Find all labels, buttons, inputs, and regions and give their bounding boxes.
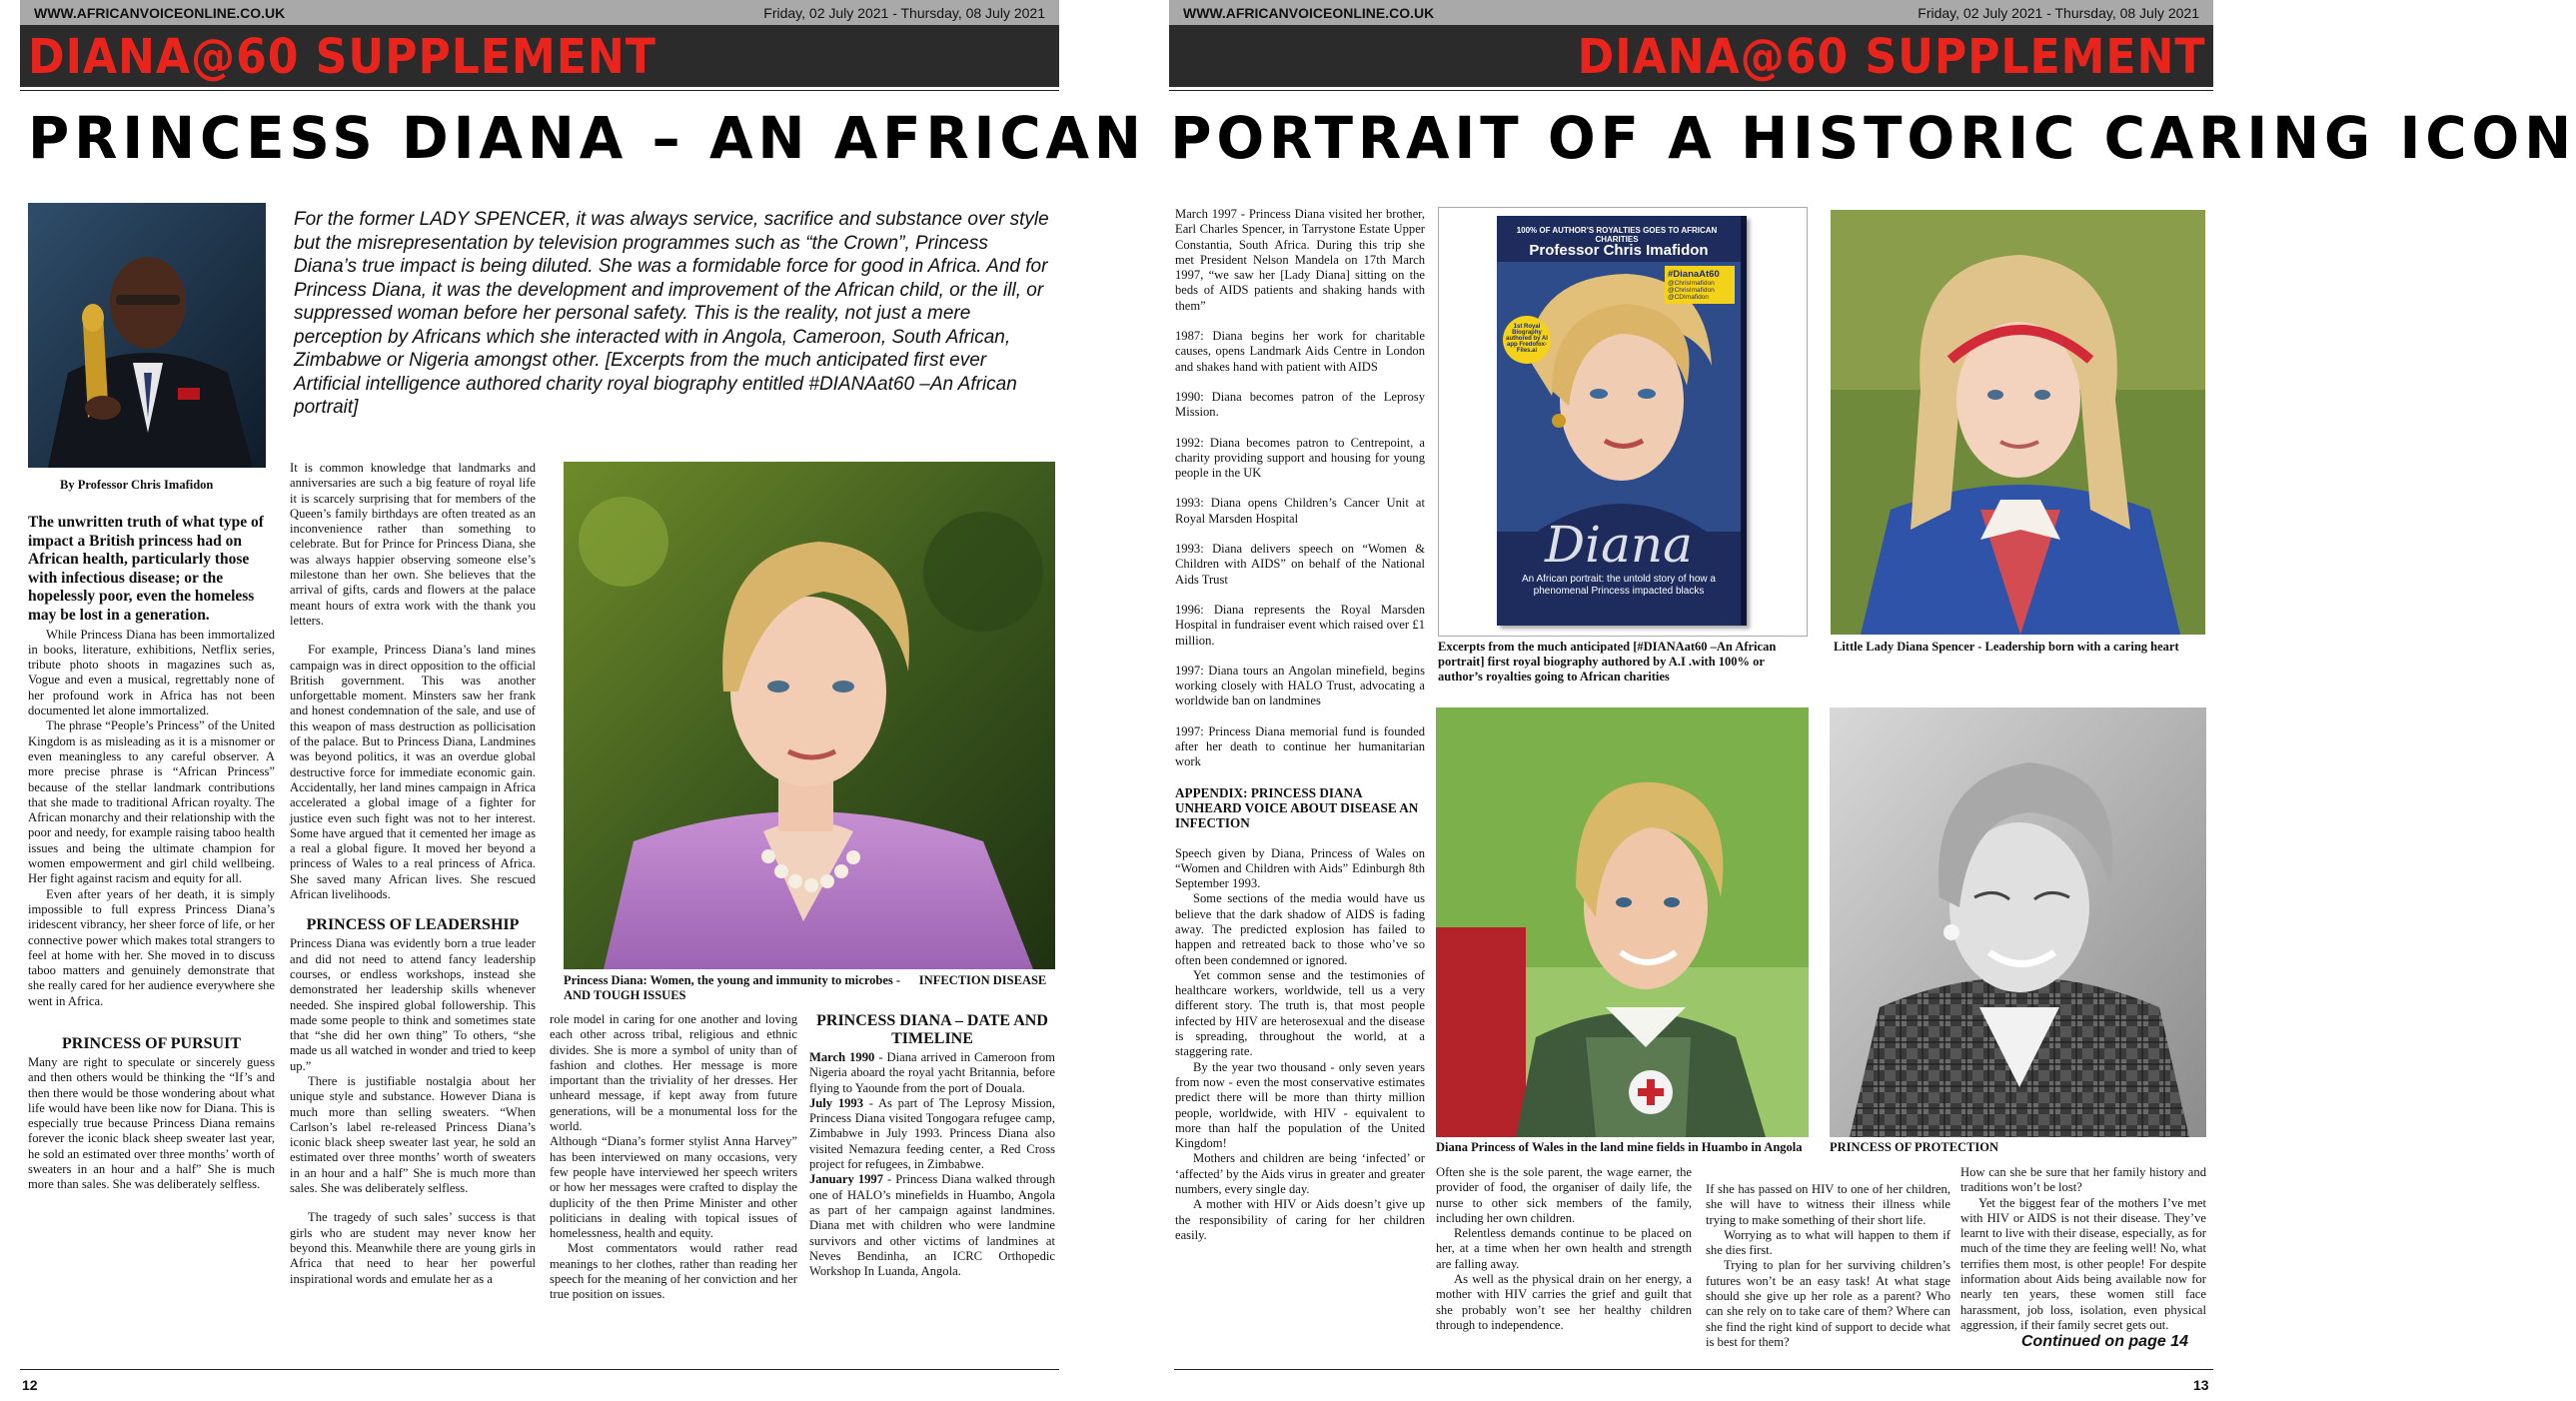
body-paragraph: Many are right to speculate or sincerely guess and then others would be thinking the “If’s and then there would be those wondering about what life would have been like now for Diana. This is especially true because Princess Diana remains forever the iconic black sheep sweater last year, he sold an estimated over three months’ worth of sweaters in an hour and a half” She is much more than sales. She was deliberately selfless.: [28, 1054, 275, 1192]
body-paragraph: Some sections of the media would have us believe that the dark shadow of AIDS is fading away. The predicted explosion has failed to happen and retreated back to those who’ve so often been condemned or ignored.: [1175, 891, 1425, 967]
timeline-entry: [809, 1050, 1055, 1096]
protection-image: [1830, 707, 2206, 1137]
body-paragraph: Often she is the sole parent, the wage earner, the provider of food, the organiser of daily life, the nurse to other sick members of the family, including her own children.: [1436, 1165, 1692, 1225]
timeline-entry: [809, 1096, 1055, 1172]
body-paragraph: Although “Diana’s former stylist Anna Harvey” has been interviewed on many occasions, very few people have interviewed her speech writers or how her messages were crafted to display the duplicity of the then Prime Minister and other politicians in dealing with topical issues of homelessness, health and equity.: [550, 1134, 797, 1241]
body-paragraph: Relentless demands continue to be placed on her, at a time when her own health and strength are falling away.: [1436, 1226, 1692, 1271]
continued-note: Continued on page 14: [2020, 1333, 2188, 1351]
supplement-title: DIANA@60 SUPPLEMENT: [28, 29, 656, 85]
timeline-item: 1996: Diana represents the Royal Marsden Hospital in fundraiser event which raised over £1 million.: [1175, 602, 1425, 648]
timeline-item: 1993: Diana opens Children’s Cancer Unit at Royal Marsden Hospital: [1175, 496, 1425, 526]
timeline-text: - Diana arrived in Cameroon from Nigeria aboard the royal yacht Britannia, before flying to Yaounde from the port of Douala.: [809, 1050, 1055, 1095]
body-paragraph: Even after years of her death, it is simply impossible to full express Princess Diana’s iridescent vibrancy, her sheer force of life, or her connective power which makes total strangers to feel at home with her. She moved in to discuss taboo matters and genuinely demonstrate that she really cared for her audience everywhere she went in Africa.: [28, 886, 275, 1008]
subhead-timeline: PRINCESS DIANA – DATE AND TIMELINE: [816, 1012, 1048, 1047]
timeline-item: 1993: Diana delivers speech on “Women & Children with AIDS” on behalf of the National Aids Trust: [1175, 542, 1425, 587]
subhead-pursuit: PRINCESS OF PURSUIT: [62, 1034, 241, 1052]
timeline-text: - Princess Diana walked through one of HALO’s minefields in Huambo, Angola as part of her campaign against landmines. Diana met with children who were landmine survivors and other victims of landmines at Neves Bendinha, an ICRC Orthopedic Workshop In Luanda, Angola.: [809, 1172, 1055, 1279]
date-range: Friday, 02 July 2021 - Thursday, 08 July 2021: [1918, 4, 2199, 21]
body-paragraph: The tragedy of such sales’ success is that girls who are student may never know her beyond this. Meanwhile there are young girls in Africa that need to hear her powerful inspirational words and emulate her as a: [290, 1210, 536, 1286]
child-photo-caption: Little Lady Diana Spencer - Leadership born with a caring heart: [1834, 640, 2179, 654]
timeline-item: 1987: Diana begins her work for charitable causes, opens Landmark Aids Centre in London and shakes hand with patient with AIDS: [1175, 329, 1425, 374]
timeline-entry: [809, 1172, 1055, 1279]
diana-portrait-image: [564, 462, 1055, 969]
author-portrait-image: [28, 203, 266, 468]
body-paragraph: Princess Diana was evidently born a true leader and did not need to attend fancy leadership courses, or endless workshops, instead she demonstrated her leadership skills whenever needed. She inspired global followership. This made some people to think and sometimes state that “she did her own thing” To others, “she made us all watched in wonder and tried to keep up.”: [290, 936, 536, 1073]
child-portrait-image: [1831, 210, 2205, 635]
top-bar-left: [20, 0, 1059, 25]
book-subtitle: An African portrait: the untold story of how a phenomenal Princess impacted blacks: [1522, 574, 1716, 597]
body-paragraph: Yet the biggest fear of the mothers I’ve met with HIV or AIDS is not their disease. They’ve learnt to live with their disease, especially, as for much of the time they are feeling well! No, what terrifies them most, is other people! For despite information about Aids being available now for nearly ten years, these women still face harassment, job loss, isolation, even physical aggression, if their family secret gets out.: [1960, 1195, 2206, 1332]
timeline-item: 1997: Princess Diana memorial fund is founded after her death to continue her humanitarian work: [1175, 723, 1425, 769]
child-diana-photo: [1831, 210, 2205, 635]
book-title: Diana: [1545, 516, 1693, 574]
body-paragraph: Most commentators would rather read meanings to her clothes, rather than reading her speech for the meaning of her conviction and her true position on issues.: [550, 1241, 797, 1302]
page-headline: PRINCESS DIANA – AN AFRICAN PORTRAIT OF A HISTORIC CARING ICON: [28, 104, 2576, 172]
author-caption: By Professor Chris Imafidon: [60, 478, 214, 492]
body-paragraph: By the year two thousand - only seven years from now - even the most conservative estimates predict there will be more than thirty million people, worldwide, with HIV - equivalent to more than half the population of the United Kingdom!: [1175, 1059, 1425, 1151]
timeline-date: March 1990: [809, 1050, 875, 1064]
body-paragraph: The phrase “People’s Princess” of the United Kingdom is as misleading as it is a misnomer or even meaningless to any careful observer. A more precise phrase is “African Princess” because of the stellar landmark contributions that she made to traditional African royalty. The African monarchy and their relationship with the poor and needy, for example raising taboo health issues and being the ultimate champion for women empowerment and girl child wellbeing. Her fight against racism and equity for all.: [28, 718, 275, 886]
band-underline-right: [1169, 90, 2213, 91]
book-handle: @CDImafidon: [1668, 294, 1709, 301]
intro-standfirst: For the former LADY SPENCER, it was always service, sacrifice and substance over style but the misrepresentation by television programmes such as “the Crown”, Princess Diana’s true impact is being diluted. She was a formidable force for good in Africa. And for Princess Diana, it was the development and improvement of the African child, or the ill, or suppressed woman before her personal safety. This is the reality, not just a mere perception by Africans which she interacted with in Angola, Cameroon, South African, Zimbabwe or Nigeria amongst other. [Excerpts from the much anticipated first ever Artificial intelligence authored charity royal biography entitled #DIANAat60 –An African portrait]: [294, 209, 1049, 418]
book-banner: 100% OF AUTHOR’S ROYALTIES GOES TO AFRICAN CHARITIES: [1516, 226, 1718, 244]
site-url: WWW.AFRICANVOICEONLINE.CO.UK: [34, 4, 286, 21]
body-paragraph: While Princess Diana has been immortalized in books, literature, exhibitions, Netflix series, tribute photo shoots in magazines such as, Vogue and even a musical, regrettably none of her profound work in Africa has not been documented let alone immortalized.: [28, 627, 275, 718]
timeline-text: - As part of The Leprosy Mission, Princess Diana visited Tongogara refugee camp, Zimbabwe in July 1993. Princess Diana also visited Nemazura feeding center, a Red Cross project for refugees, in Zimbabwe.: [809, 1095, 1055, 1172]
body-paragraph: A mother with HIV or Aids doesn’t give up the responsibility of caring for her children easily.: [1175, 1197, 1425, 1242]
diana-main-photo: [564, 462, 1055, 969]
supplement-band-right: [1169, 25, 2213, 87]
author-photo: [28, 203, 266, 468]
column-8: [1960, 1165, 2206, 1365]
speech-intro: Speech given by Diana, Princess of Wales on “Women and Children with Aids” Edinburgh 8th September 1993.: [1175, 845, 1425, 891]
body-paragraph: Yet common sense and the testimonies of healthcare workers, worldwide, tell us a very different story. The truth is, that most people infected by HIV are heterosexual and the disease is spreading, throughout the world, at a staggering rate.: [1175, 967, 1425, 1059]
bottom-rule-right: [1174, 1369, 2213, 1370]
body-paragraph: Mothers and children are being ‘infected’ or ‘affected’ by the Aids virus in greater and greater numbers, every single day.: [1175, 1151, 1425, 1197]
timeline-item: March 1997 - Princess Diana visited her brother, Earl Charles Spencer, in Tarrystone Estate Upper Constantia, South Africa. During this trip she met President Nelson Mandela on 17th March 1997, “we saw her [Lady Diana] sitting on the beds of AIDS patients and shaking hands with them”: [1175, 207, 1425, 313]
body-paragraph: There is justifiable nostalgia about her unique style and substance. However Diana is much more than selling sweaters. “When Carlson’s label re-released Princess Diana’s iconic black sheep sweater last year, he sold an estimated over three months’ worth of sweaters in an hour and a half” She is much more than sales. She was deliberately selfless.: [290, 1073, 536, 1196]
protection-photo: [1830, 707, 2206, 1137]
column-1: [28, 514, 275, 1358]
top-bar-right: [1169, 0, 2213, 25]
subhead-leadership: PRINCESS OF LEADERSHIP: [306, 916, 520, 934]
timeline-item: 1997: Diana tours an Angolan minefield, begins working closely with HALO Trust, advocating a worldwide ban on landmines: [1175, 663, 1425, 708]
body-paragraph: As well as the physical drain on her energy, a mother with HIV carries the grief and guilt that she probably won’t see her healthy children through to independence.: [1436, 1272, 1692, 1332]
main-photo-caption: Princess Diana: Women, the young and immunity to microbes - INFECTION DISEASE AND TOUGH ISSUES: [564, 973, 1049, 1002]
column-7: [1706, 1182, 1950, 1367]
page-number-right: 13: [2193, 1377, 2209, 1393]
book-badge: 1st Royal Biography authored by AI app Fredofox-Files.ai: [1503, 316, 1551, 364]
body-paragraph: For example, Princess Diana’s land mines campaign was in direct opposition to the official British government. This was another unforgettable moment. Minsters saw her frank and honest condemnation of the sale, and use of this weapon of mass destruction as pollicisation of the palace. But to Princess Diana, Landmines was beyond politics, it was an overdue global destructive force for immediate economic gain. Accidentally, her land mines campaign in Africa accelerated a global image of a fighter for justice even such fight was not to her interest. Some have argued that it cemented her image as a real a global figure. It moved her beyond a princess of Wales to a real princess of Africa. She saved many African lives. She rescued African livelihoods.: [290, 643, 536, 902]
body-paragraph: It is common knowledge that landmarks and anniversaries are such a big feature of royal life it is scarcely surprising that for members of the Queen’s family birthdays are often treated as an inconvenience rather than something to celebrate. But for Prince for Princess Diana, she was always happier observing someone else’s milestone than her own. She believes that the arrival of gifts, cards and flowers at the palace meant hours of extra work with the thank you letters.: [290, 461, 536, 628]
lead-paragraph: The unwritten truth of what type of impact a British princess had on African health, particularly those with infectious disease; or the hopelessly poor, even the homeless may be lost in a generation.: [28, 514, 264, 624]
page-number-left: 12: [22, 1377, 38, 1393]
body-paragraph: Trying to plan for her surviving children’s futures won’t be an easy task! At what stage should she give up her role as a parent? Who can she rely on to take care of them? Where can she find the right kind of support to decide what is best for them?: [1706, 1258, 1950, 1349]
bottom-rule-left: [20, 1369, 1059, 1370]
supplement-band-left: [20, 25, 1059, 87]
appendix-heading: APPENDIX: PRINCESS DIANA UNHEARD VOICE ABOUT DISEASE AN INFECTION: [1175, 784, 1419, 831]
body-paragraph: role model in caring for one another and loving each other across tribal, religious and ethnic divides. She is more a symbol of unity than of fashion and clothes. Her message is more important than the triviality of her dresses. Her unheard message, if kept away from future generations, will be a monumental loss for the world.: [550, 1012, 797, 1134]
book-handle: @ChrisImafidon: [1668, 280, 1715, 287]
column-4: [809, 1012, 1055, 1360]
site-url: WWW.AFRICANVOICEONLINE.CO.UK: [1183, 4, 1435, 21]
angola-image: [1436, 707, 1809, 1137]
body-paragraph: How can she be sure that her family history and traditions won’t be lost?: [1960, 1165, 2206, 1195]
book-handle: @ChrisImafidon: [1668, 287, 1715, 294]
timeline-date: January 1997: [809, 1172, 884, 1187]
timeline-item: 1990: Diana becomes patron of the Leprosy Mission.: [1175, 389, 1425, 420]
timeline-item: 1992: Diana becomes patron to Centrepoint, a charity providing support and housing for young people in the UK: [1175, 435, 1425, 481]
body-paragraph: Worrying as to what will happen to them if she dies first.: [1706, 1227, 1950, 1258]
band-underline-left: [20, 90, 1059, 91]
protection-photo-caption: PRINCESS OF PROTECTION: [1830, 1140, 1999, 1154]
book-author: Professor Chris Imafidon: [1529, 242, 1709, 259]
column-5: [1175, 207, 1425, 1366]
angola-minefield-photo: [1436, 707, 1809, 1137]
column-2: [290, 461, 536, 1360]
book-cover: [1497, 216, 1747, 626]
book-hashtag-box: [1665, 266, 1735, 304]
body-paragraph: If she has passed on HIV to one of her children, she will have to witness their illness while trying to make something of their short life.: [1706, 1182, 1950, 1227]
column-3: [550, 1012, 797, 1360]
angola-photo-caption: Diana Princess of Wales in the land mine fields in Huambo in Angola: [1436, 1140, 1803, 1154]
book-hashtag: #DianaAt60: [1668, 269, 1720, 280]
date-range: Friday, 02 July 2021 - Thursday, 08 July 2021: [763, 4, 1045, 21]
book-caption: Excerpts from the much anticipated [#DIANAat60 –An African portrait] first royal biography authored by A.I .with 100% or author’s royalties going to African charities: [1438, 640, 1777, 684]
timeline-date: July 1993: [809, 1095, 864, 1110]
column-6: [1436, 1165, 1692, 1365]
supplement-title: DIANA@60 SUPPLEMENT: [1577, 29, 2205, 85]
